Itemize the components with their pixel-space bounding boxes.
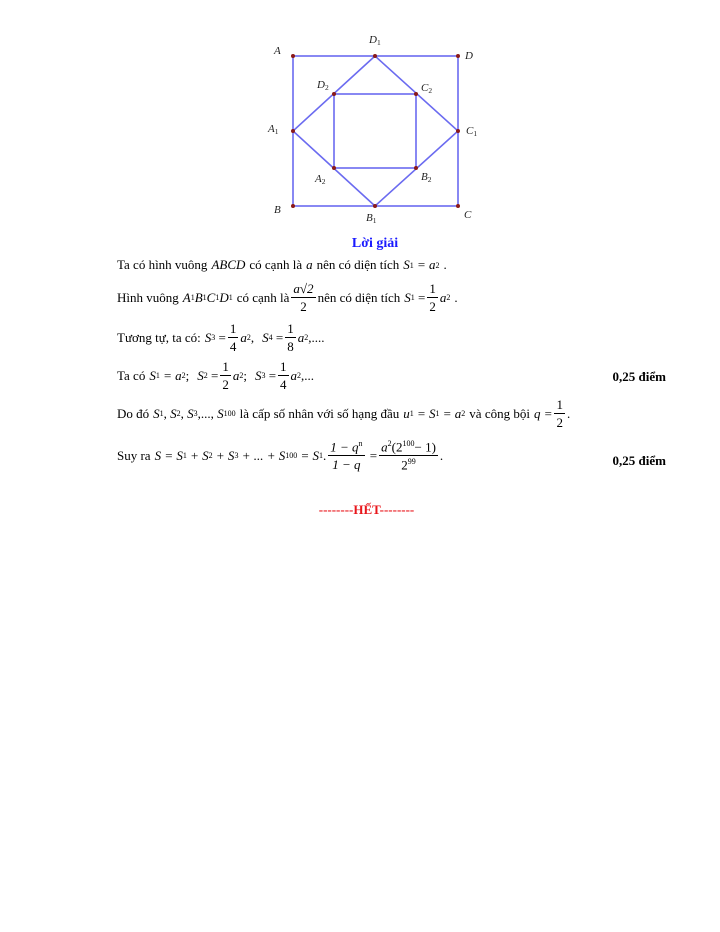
label-b: B — [274, 204, 281, 216]
point-a — [291, 54, 295, 58]
point-a2 — [332, 166, 336, 170]
end-marker: --------HẾT-------- — [318, 502, 415, 517]
point-a1 — [291, 129, 295, 133]
solution-line-2: Hình vuông A 1 B 1 C 1 D 1 có cạnh là $\frac{a√2}{2}$ nên có diện tích S 1 = $\frac{1}{2}$ a 2 . — [117, 281, 458, 314]
solution-title: Lời giải — [351, 236, 399, 251]
label-c2: C2 — [421, 82, 433, 95]
score-1: 0,25 điểm — [612, 369, 666, 384]
point-c — [456, 204, 460, 208]
label-d1: D1 — [369, 34, 381, 47]
label-a2: A2 — [315, 173, 326, 186]
point-c2 — [414, 92, 418, 96]
label-a1: A1 — [268, 123, 279, 136]
score-2: 0,25 điểm — [612, 453, 666, 468]
square-figure — [255, 30, 495, 230]
point-b — [291, 204, 295, 208]
label-a: A — [274, 45, 281, 57]
solution-line-3: Tương tự, ta có: S 3 = $\frac{1}{4}$ a 2 , S 4 = $\frac{1}{8}$ a 2 ,.... — [117, 321, 325, 354]
label-c1: C1 — [466, 125, 478, 138]
label-b2: B2 — [421, 171, 432, 184]
point-b1 — [373, 204, 377, 208]
point-c1 — [456, 129, 460, 133]
point-d2 — [332, 92, 336, 96]
square-a2b2c2d2 — [334, 94, 416, 168]
solution-line-4: Ta có S 1 = a 2 ; S 2 = $\frac{1}{2}$ a 2 ; S 3 = $\frac{1}{4}$ a 2 ,... — [117, 359, 315, 392]
label-c: C — [464, 209, 472, 221]
point-d — [456, 54, 460, 58]
solution-line-5: Do đó S 1 , S 2 , S 3 ,..., S 100 là cấp số nhân với số hạng đầu u 1 = S 1 = a 2 và công bội q = $\frac{1}{2}$ . — [117, 397, 571, 430]
label-b1: B1 — [366, 212, 377, 225]
point-d1 — [373, 54, 377, 58]
solution-line-6: Suy ra S = S 1 + S 2 + S 3 + ... + S 100 = S 1 . $\frac{1 - q^n}{1 - q}$ = $\frac{a^2(2^{100}- 1)}{2^{99}}$ . — [117, 439, 444, 473]
solution-line-1: Ta có hình vuông ABCD có cạnh là a nên có diện tích S 1 = a 2 . — [117, 257, 447, 272]
label-d: D — [465, 50, 473, 62]
point-b2 — [414, 166, 418, 170]
label-d2: D2 — [317, 79, 329, 92]
